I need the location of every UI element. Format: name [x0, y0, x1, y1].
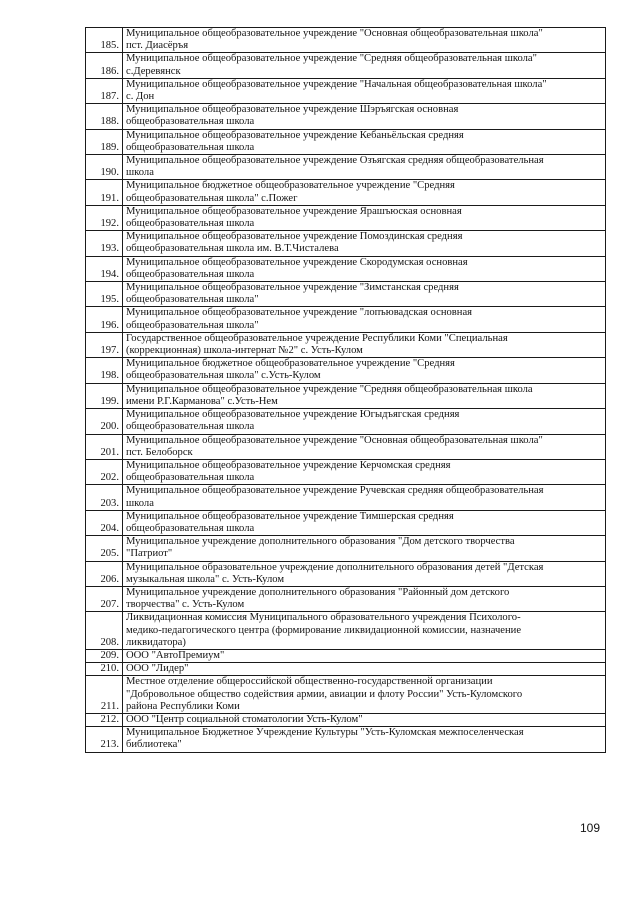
- table-row: [86, 586, 606, 611]
- organization-name: ООО "Лидер": [123, 663, 606, 676]
- table-row: [86, 307, 606, 332]
- organization-name: Муниципальное общеобразовательное учреждение "Зимстанская средняя общеобразовательная школа": [123, 282, 606, 307]
- row-number: 213.: [86, 727, 123, 752]
- organization-name: Муниципальное образовательное учреждение дополнительного образования детей "Детская музыкальная школа" с. Усть-Кулом: [123, 561, 606, 586]
- row-number: 185.: [86, 28, 123, 53]
- page-number: 109: [580, 821, 601, 835]
- table-row: [86, 256, 606, 281]
- table-row: [86, 78, 606, 103]
- table-row: [86, 409, 606, 434]
- table-row: [86, 180, 606, 205]
- organizations-table: [85, 27, 606, 753]
- row-number: 195.: [86, 282, 123, 307]
- table-row: [86, 676, 606, 714]
- table-row: [86, 649, 606, 662]
- organization-name: Муниципальное учреждение дополнительного образования "Дом детского творчества "Патриот": [123, 536, 606, 561]
- row-number: 198.: [86, 358, 123, 383]
- row-number: 188.: [86, 104, 123, 129]
- organization-name: Муниципальное бюджетное общеобразовательное учреждение "Средняя общеобразовательная школа" с.Усть-Кулом: [123, 358, 606, 383]
- row-number: 192.: [86, 205, 123, 230]
- table-row: [86, 155, 606, 180]
- row-number: 200.: [86, 409, 123, 434]
- row-number: 193.: [86, 231, 123, 256]
- organization-name: Муниципальное общеобразовательное учреждение Керчомская средняя общеобразовательная школа: [123, 459, 606, 484]
- organization-name: ООО "АвтоПремиум": [123, 649, 606, 662]
- row-number: 194.: [86, 256, 123, 281]
- organization-name: Муниципальное общеобразовательное учреждение Югыдъягская средняя общеобразовательная школа: [123, 409, 606, 434]
- table-row: [86, 282, 606, 307]
- row-number: 205.: [86, 536, 123, 561]
- organization-name: ООО "Центр социальной стоматологии Усть-Кулом": [123, 713, 606, 726]
- table-row: [86, 53, 606, 78]
- table-row: [86, 104, 606, 129]
- row-number: 191.: [86, 180, 123, 205]
- row-number: 212.: [86, 713, 123, 726]
- row-number: 206.: [86, 561, 123, 586]
- row-number: 208.: [86, 612, 123, 650]
- organization-name: Муниципальное общеобразовательное учреждение "лопъювадская основная общеобразовательная школа": [123, 307, 606, 332]
- table-row: [86, 129, 606, 154]
- organization-name: Муниципальное общеобразовательное учреждение Ярашъюская основная общеобразовательная школа: [123, 205, 606, 230]
- table-row: [86, 561, 606, 586]
- organization-name: Муниципальное общеобразовательное учреждение "Средняя общеобразовательная школа имени Р.Г.Карманова" с.Усть-Нем: [123, 383, 606, 408]
- table-row: [86, 383, 606, 408]
- organizations-table-body: [86, 28, 606, 753]
- organization-name: Муниципальное общеобразовательное учреждение Ручевская средняя общеобразовательная школа: [123, 485, 606, 510]
- row-number: 186.: [86, 53, 123, 78]
- row-number: 204.: [86, 510, 123, 535]
- organization-name: Муниципальное общеобразовательное учреждение Скородумская основная общеобразовательная школа: [123, 256, 606, 281]
- table-row: [86, 434, 606, 459]
- organization-name: Ликвидационная комиссия Муниципального образовательного учреждения Психолого- медико-педагогического центра (формирование ликвидационной комиссии, назначение ликвидатора): [123, 612, 606, 650]
- row-number: 211.: [86, 676, 123, 714]
- organization-name: Муниципальное бюджетное общеобразовательное учреждение "Средняя общеобразовательная школа" с.Пожег: [123, 180, 606, 205]
- table-row: [86, 663, 606, 676]
- organization-name: Муниципальное Бюджетное Учреждение Культуры "Усть-Куломская межпоселенческая библиотека": [123, 727, 606, 752]
- organization-name: Государственное общеобразовательное учреждение Республики Коми "Специальная (коррекционная) школа-интернат №2" с. Усть-Кулом: [123, 332, 606, 357]
- row-number: 209.: [86, 649, 123, 662]
- organization-name: Муниципальное учреждение дополнительного образования "Районный дом детского творчества" с. Усть-Кулом: [123, 586, 606, 611]
- organization-name: Муниципальное общеобразовательное учреждение Тимшерская средняя общеобразовательная школа: [123, 510, 606, 535]
- organization-name: Местное отделение общероссийской общественно-государственной организации "Добровольное общество содействия армии, авиации и флоту России" Усть-Куломского района Республики Коми: [123, 676, 606, 714]
- row-number: 210.: [86, 663, 123, 676]
- row-number: 187.: [86, 78, 123, 103]
- table-row: [86, 358, 606, 383]
- row-number: 197.: [86, 332, 123, 357]
- row-number: 199.: [86, 383, 123, 408]
- table-row: [86, 205, 606, 230]
- row-number: 207.: [86, 586, 123, 611]
- organization-name: Муниципальное общеобразовательное учреждение Шэръягская основная общеобразовательная школа: [123, 104, 606, 129]
- organization-name: Муниципальное общеобразовательное учреждение Помоздинская средняя общеобразовательная школа им. В.Т.Чисталева: [123, 231, 606, 256]
- row-number: 190.: [86, 155, 123, 180]
- table-row: [86, 612, 606, 650]
- table-row: [86, 713, 606, 726]
- table-row: [86, 231, 606, 256]
- table-row: [86, 459, 606, 484]
- table-row: [86, 510, 606, 535]
- table-row: [86, 536, 606, 561]
- row-number: 203.: [86, 485, 123, 510]
- organization-name: Муниципальное общеобразовательное учреждение "Основная общеобразовательная школа" пст. Белоборск: [123, 434, 606, 459]
- organization-name: Муниципальное общеобразовательное учреждение "Начальная общеобразовательная школа" с. Дон: [123, 78, 606, 103]
- table-row: [86, 485, 606, 510]
- table-row: [86, 332, 606, 357]
- row-number: 202.: [86, 459, 123, 484]
- row-number: 196.: [86, 307, 123, 332]
- organization-name: Муниципальное общеобразовательное учреждение Озъягская средняя общеобразовательная школа: [123, 155, 606, 180]
- row-number: 201.: [86, 434, 123, 459]
- row-number: 189.: [86, 129, 123, 154]
- table-row: [86, 727, 606, 752]
- organization-name: Муниципальное общеобразовательное учреждение Кебаньёльская средняя общеобразовательная школа: [123, 129, 606, 154]
- table-row: [86, 28, 606, 53]
- organization-name: Муниципальное общеобразовательное учреждение "Основная общеобразовательная школа" пст. Диасёръя: [123, 28, 606, 53]
- organization-name: Муниципальное общеобразовательное учреждение "Средняя общеобразовательная школа" с.Деревянск: [123, 53, 606, 78]
